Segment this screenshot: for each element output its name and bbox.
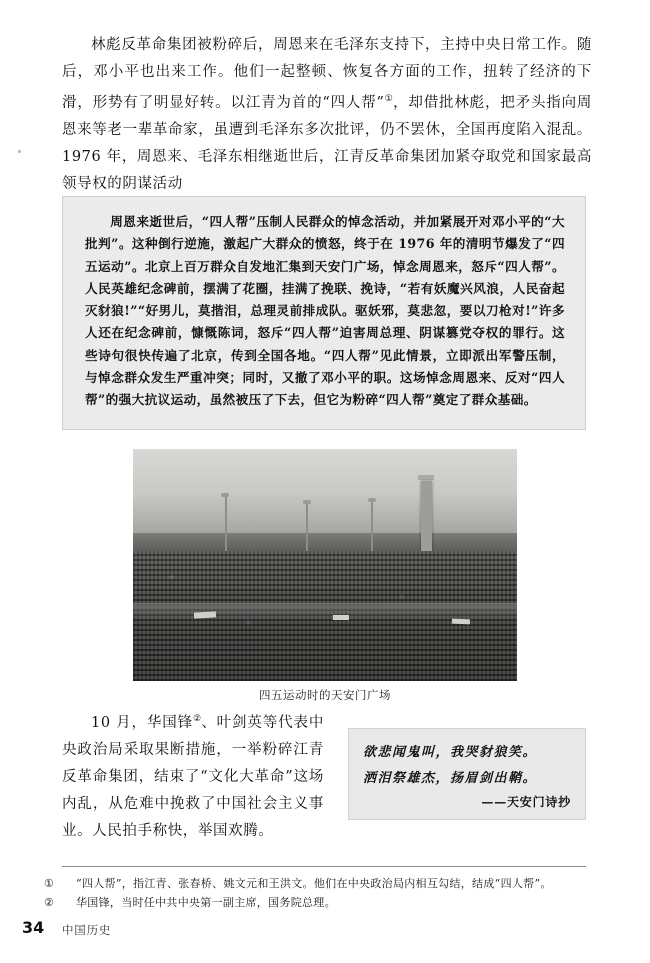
footnote-marker: ① <box>44 877 55 890</box>
poem-line-1: 欲悲闻鬼叫，我哭豺狼笑。 <box>363 745 538 760</box>
inset-box-text: 周恩来逝世后，“四人帮”压制人民群众的悼念活动，并加紧展开对邓小平的“大批判”。这种倒行逆施，激起广大群众的愤怒，终于在 1976 年的清明节爆发了“四五运动”。北京上百万群众自发地汇集到天安门广场，悼念周恩来，怒斥“四人帮”。人民英雄纪念碑前，摆满了花圈，挂满了挽联、挽诗，“若有妖魔兴风浪，人民奋起灭豺狼!”“好男儿，莫揩泪，总理灵前排成队。驱妖邪，莫悲忽，要以刀枪对!”许多人还在纪念碑前，慷慨陈词，怒斥“四人帮”迫害周总理、阴谋篡党夺权的罪行。这些诗句很快传遍了北京，传到全国各地。“四人帮”见此情景，立即派出军警压制，与悼念群众发生严重冲突；同时，又撤了邓小平的职。这场悼念周恩来、反对“四人帮”的强大抗议运动，虽然被压了下去，但它为粉碎“四人帮”奠定了群众基础。 <box>85 214 565 408</box>
lamp-head-icon <box>368 498 376 502</box>
footnote-list <box>44 874 586 912</box>
poem-box <box>348 728 586 820</box>
main-paragraph-text-before-note: 林彪反革命集团被粉碎后，周恩来在毛泽东支持下，主持中央日常工作。随后，邓小平也出来工作。他们一起整顿、恢复各方面的工作，扭转了经济的下滑，形势有了明显好转。以江青为首的“四人帮” <box>62 37 592 111</box>
photo-crowd <box>133 551 517 681</box>
footnote-text: 华国锋，当时任中共中央第一副主席，国务院总理。 <box>76 896 336 909</box>
poem-line-2: 洒泪祭雄杰，扬眉剑出鞘。 <box>363 771 538 786</box>
lower-paragraph-text-after-note: 、叶剑英等代表中央政治局采取果断措施，一举粉碎江青反革命集团，结束了“文化大革命”这场内乱，从危难中挽救了中国社会主义事业。人民拍手称快，举国欢腾。 <box>62 714 324 839</box>
lower-paragraph <box>62 706 324 845</box>
photo-banner <box>452 618 470 624</box>
footnote-marker: ② <box>44 896 55 909</box>
figure <box>133 449 517 702</box>
inset-reading-box <box>62 196 586 430</box>
photo-banner <box>333 615 349 620</box>
poem-source: ——天安门诗抄 <box>481 795 571 809</box>
figure-image <box>133 449 517 681</box>
monument-to-the-peoples-heroes <box>421 481 432 560</box>
lamp-post-icon <box>371 500 373 556</box>
lamp-head-icon <box>221 493 229 497</box>
lamp-head-icon <box>303 500 311 504</box>
footnote-ref-2[interactable]: ② <box>192 714 202 724</box>
footnote-text: “四人帮”，指江青、张春桥、姚文元和王洪文。他们在中央政治局内相互勾结，结成“四人帮”。 <box>76 877 552 890</box>
page-number: 34 <box>22 918 45 937</box>
footnote-ref-1[interactable]: ① <box>384 94 394 104</box>
lamp-post-icon <box>225 495 227 555</box>
footnote-item <box>44 874 586 893</box>
page-edge-mark <box>18 150 21 153</box>
lamp-post-icon <box>306 502 308 553</box>
main-paragraph <box>62 32 592 198</box>
footnote-item <box>44 893 586 912</box>
footnote-divider <box>62 866 586 867</box>
book-title: 中国历史 <box>62 923 112 937</box>
main-paragraph-text-after-note: ，却借批林彪，把矛头指向周恩来等老一辈革命家，虽遭到毛泽东多次批评，仍不罢休，全国再度陷入混乱。1976 年，周恩来、毛泽东相继逝世后，江青反革命集团加紧夺取党和国家最高领导权的阴谋活动 <box>62 94 592 192</box>
lower-paragraph-text-before-note: 10 月，华国锋 <box>91 714 193 731</box>
figure-caption: 四五运动时的天安门广场 <box>259 688 391 702</box>
monument-top <box>418 475 434 480</box>
